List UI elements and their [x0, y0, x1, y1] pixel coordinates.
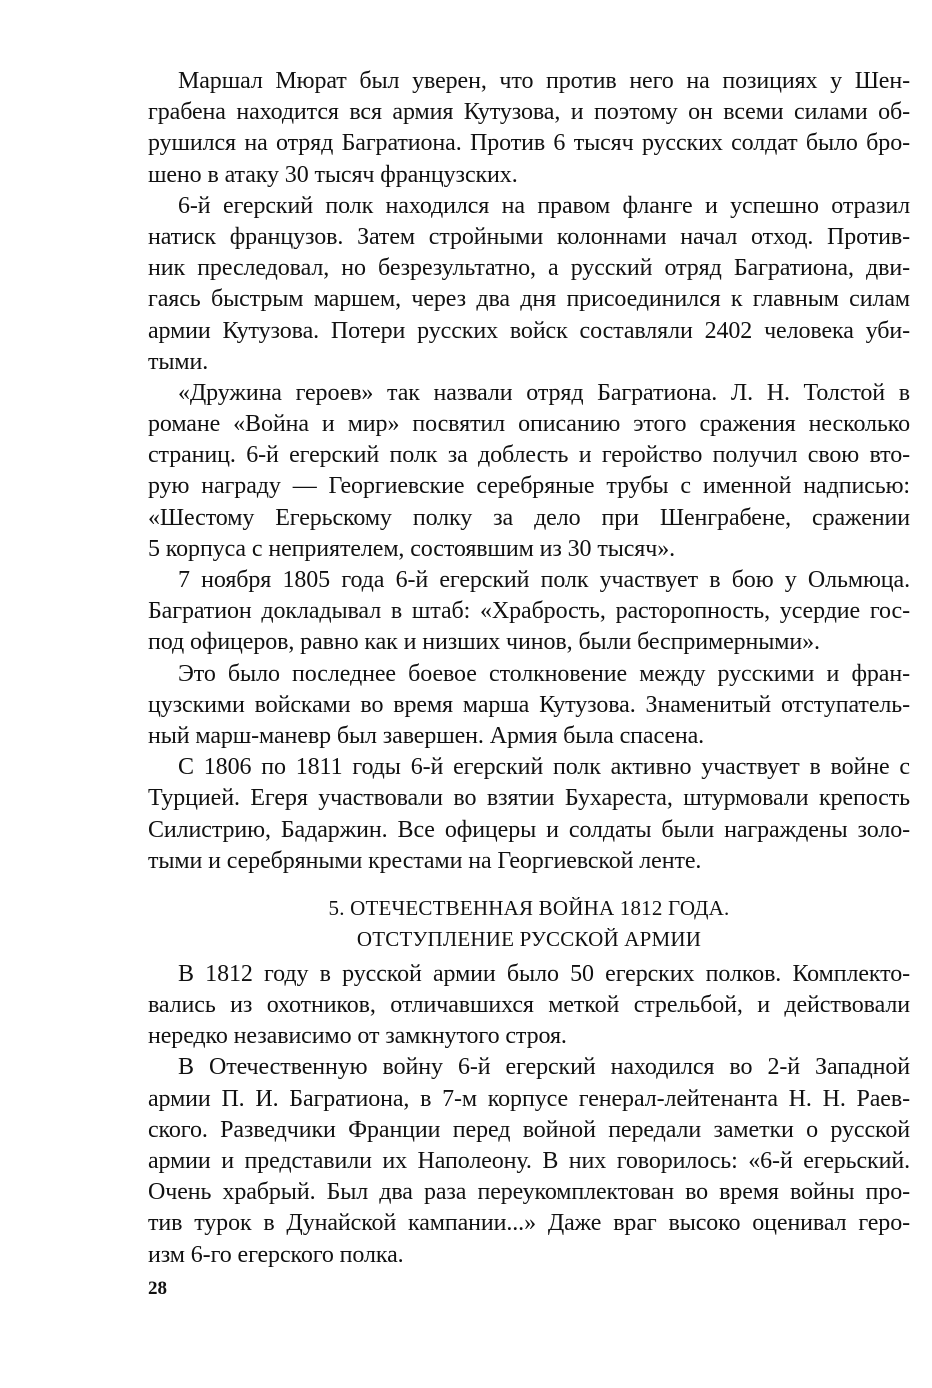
text-section-before-heading: [148, 66, 910, 877]
paragraph: [148, 66, 910, 191]
text-line: ный марш-маневр был завершен. Армия была спасена.: [148, 722, 705, 749]
text-line: тыми и серебряными крестами на Георгиевской ленте.: [148, 847, 702, 874]
text-line: 5 корпуса с неприятелем, состоявшим из 30 тысяч».: [148, 535, 676, 562]
text-line: Турцией. Егеря участвовали во взятии Бухареста, штурмовали крепость: [148, 785, 910, 812]
text-line: Маршал Мюрат был уверен, что против него на позициях у Шен-: [178, 68, 910, 94]
text-line: рую награду — Георгиевские серебряные трубы с именной надписью:: [148, 473, 910, 500]
text-line: 6-й егерский полк находился на правом фланге и успешно отразил: [178, 192, 910, 219]
text-line: армии П. И. Багратиона, в 7-м корпусе генерал-лейтенанта Н. Н. Раев-: [148, 1085, 910, 1112]
text-line: под офицеров, равно как и низших чинов, были беспримерными».: [148, 629, 820, 656]
text-line: тыми.: [148, 348, 209, 375]
text-line: армии Кутузова. Потери русских войск составляли 2402 человека уби-: [148, 317, 910, 344]
text-line: «Дружина героев» так назвали отряд Багратиона. Л. Н. Толстой в: [178, 379, 910, 406]
text-line: Это было последнее боевое столкновение между русскими и фран-: [178, 660, 910, 687]
text-line: В Отечественную войну 6-й егерский находился во 2-й Западной: [178, 1054, 910, 1081]
text-line: романе «Война и мир» посвятил описанию этого сражения несколько: [148, 411, 910, 438]
text-line: ского. Разведчики Франции перед войной передали заметки о русской: [148, 1116, 910, 1143]
text-section-after-heading: [148, 959, 910, 1271]
text-line: грабена находится вся армия Кутузова, и поэтому он всеми силами об-: [148, 99, 910, 126]
text-line: Силистрию, Бадаржин. Все офицеры и солдаты были награждены золо-: [148, 816, 910, 843]
text-line: гаясь быстрым маршем, через два дня присоединился к главным силам: [148, 286, 910, 313]
text-line: цузскими войсками во время марша Кутузова. Знаменитый отступатель-: [148, 691, 910, 718]
text-line: армии и представили их Наполеону. В них говорилось: «6-й егерьский.: [148, 1148, 910, 1174]
text-line: С 1806 по 1811 годы 6-й егерский полк активно участвует в войне с: [178, 754, 910, 781]
text-line: «Шестому Егерьскому полку за дело при Шенграбене, сражении: [148, 504, 910, 531]
text-line: вались из охотников, отличавшихся меткой стрельбой, и действовали: [148, 992, 910, 1019]
text-line: В 1812 году в русской армии было 50 егерских полков. Комплекто-: [178, 960, 910, 987]
paragraph: [148, 1052, 910, 1270]
heading-line-1: 5. ОТЕЧЕСТВЕННАЯ ВОЙНА 1812 ГОДА.: [328, 895, 730, 920]
chapter-heading: [148, 893, 910, 955]
paragraph: [148, 659, 910, 753]
book-page-text: [148, 66, 910, 1271]
text-line: натиск французов. Затем стройными колоннами начал отход. Против-: [148, 223, 910, 250]
text-line: рушился на отряд Багратиона. Против 6 тысяч русских солдат было бро-: [148, 130, 910, 157]
text-line: Багратион докладывал в штаб: «Храбрость, расторопность, усердие гос-: [148, 598, 910, 625]
text-line: Очень храбрый. Был два раза переукомплектован во время войны про-: [148, 1179, 910, 1206]
paragraph: [148, 191, 910, 378]
paragraph: [148, 959, 910, 1053]
paragraph: [148, 565, 910, 659]
text-line: ник преследовал, но безрезультатно, а русский отряд Багратиона, дви-: [148, 255, 910, 282]
text-line: нередко независимо от замкнутого строя.: [148, 1023, 567, 1050]
heading-line-2: ОТСТУПЛЕНИЕ РУССКОЙ АРМИИ: [356, 926, 702, 951]
paragraph: [148, 378, 910, 565]
page-number: 28: [148, 1278, 167, 1299]
text-line: 7 ноября 1805 года 6-й егерский полк участвует в бою у Ольмюца.: [178, 567, 910, 593]
text-line: страниц. 6-й егерский полк за доблесть и геройство получил свою вто-: [148, 442, 910, 469]
text-line: тив турок в Дунайской кампании...» Даже враг высоко оценивал геро-: [148, 1210, 910, 1237]
paragraph: [148, 752, 910, 877]
text-line: изм 6-го егерского полка.: [148, 1241, 404, 1268]
text-line: шено в атаку 30 тысяч французских.: [148, 161, 518, 188]
